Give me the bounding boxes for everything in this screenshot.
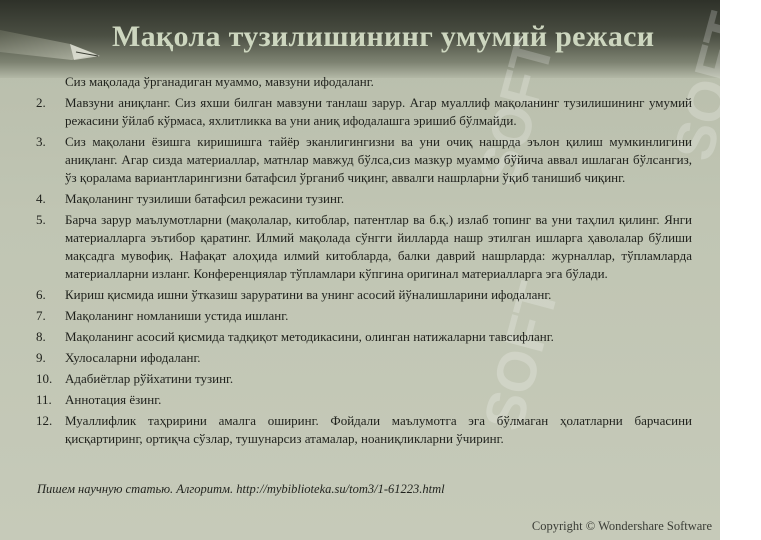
list-item-number: 11.: [36, 392, 52, 407]
list-item-number: 8.: [36, 329, 46, 344]
list-item: [36, 94, 692, 130]
list-item-number: 10.: [36, 371, 53, 386]
list-item-text: Аннотация ёзинг.: [65, 392, 162, 407]
header-band: [0, 0, 720, 78]
list-item-text: Хулосаларни ифодаланг.: [65, 350, 201, 365]
list-item: [36, 73, 692, 91]
list-item: [36, 412, 692, 448]
watermark: SOFT: [465, 31, 566, 192]
watermark: SOFT: [470, 276, 571, 437]
list-item: [36, 307, 692, 325]
list-item: [36, 133, 692, 187]
list-item-number: [36, 73, 65, 91]
list-item: [36, 391, 692, 409]
list-item-text: Кириш қисмида ишни ўтказиш заруратини ва унинг асосий йўналишларини ифодаланг.: [65, 287, 552, 302]
list-item: [36, 211, 692, 283]
watermark: SOFT: [660, 6, 761, 167]
list-item-number: 7.: [36, 308, 46, 323]
list-item-text: Барча зарур маълумотларни (мақолалар, китоблар, патентлар ва б.қ.) излаб топинг ва уни таҳлил қилинг. Янги материалларга эътибор қаратинг. Илмий мақолада сўнгги йилларда нашр этилган ишларга ҳаволалар бўлиши мақсадга мувофиқ. Нафақат алоҳида илмий китобларда, балки даврий нашрларда: журналлар, тўпламларда материалларни изланг. Конференциялар тўпламлари кўпгина оригинал материалларга эга бўлади.: [65, 212, 692, 281]
list-item-number: 6.: [36, 287, 46, 302]
list-item-text: Мақоланинг тузилиши батафсил режасини тузинг.: [65, 191, 345, 206]
list-item-number: 9.: [36, 350, 46, 365]
list-item-text: Мақоланинг асосий қисмида тадқиқот методикасини, олинган натижаларни тавсифланг.: [65, 329, 554, 344]
list-item-number: 2.: [36, 95, 46, 110]
list-item: [36, 349, 692, 367]
list-item-text: Мақоланинг номланиши устида ишланг.: [65, 308, 289, 323]
list-item-text: Сиз мақолада ўрганадиган муаммо, мавзуни ифодаланг.: [65, 74, 374, 89]
list-item: [36, 370, 692, 388]
list-item: [36, 190, 692, 208]
list-item-text: Сиз мақолани ёзишга киришишга тайёр эканлигингизни ва уни очиқ нашрда эълон қилиш мумкинлигини аниқланг. Агар сизда материаллар, матнлар мавжуд бўлса,сиз мазкур муаммо бўйича аввал ишлаган бўлсангиз, ўз қораламa вариантларингизни батафсил ўрганиб чиқинг, аввалги нашрларни ўқиб танишиб чиқинг.: [65, 134, 692, 185]
list-item: [36, 286, 692, 304]
numbered-list: [36, 73, 692, 451]
list-item-text: Адабиётлар рўйхатини тузинг.: [65, 371, 234, 386]
list-item-number: 3.: [36, 134, 46, 149]
list-item-number: 5.: [36, 212, 46, 227]
copyright-text: Copyright © Wondershare Software: [531, 519, 712, 533]
list-item-text: Муаллифлик таҳририни амалга оширинг. Фойдали маълумотга эга бўлмаган ҳолатларни барчасини қисқартиринг, ортиқча сўзлар, тушунарсиз атамалар, ноаниқликларни ўчиринг.: [65, 413, 692, 446]
list-item-number: 4.: [36, 191, 46, 206]
list-item-text: Мавзуни аниқланг. Сиз яхши билган мавзуни танлаш зарур. Агар муаллиф мақоланинг тузилишининг умумий режасини ўйлаб кўрмаса, яхлитликка ва уни аниқ ифодалашга эришиб бўлмайди.: [65, 95, 692, 128]
fountain-pen-icon: [0, 0, 120, 78]
list-item: [36, 328, 692, 346]
source-citation: Пишем научную статью. Алгоритм. http://mybiblioteka.su/tom3/1-61223.html: [37, 482, 445, 496]
list-item-number: 12.: [36, 413, 53, 428]
slide-title: Мақола тузилишининг умумий режаси: [112, 20, 655, 53]
